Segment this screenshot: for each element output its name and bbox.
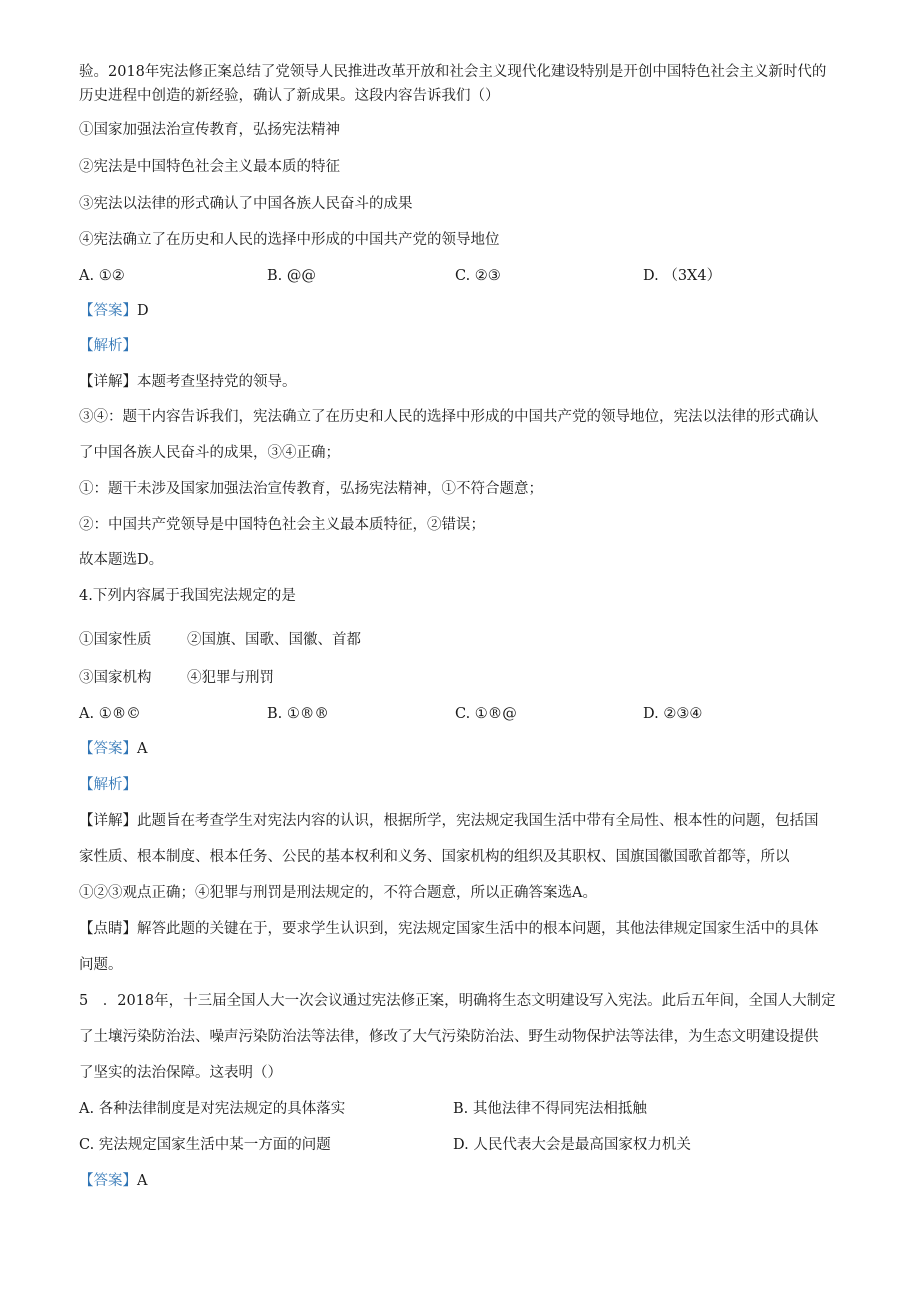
q3-analysis-tag [79, 336, 137, 356]
q3-stem-line-2: 历史进程中创造的新经验，确认了新成果。这段内容告诉我们（） [79, 88, 500, 104]
q4-analysis-tag [79, 775, 137, 795]
q4-option-c: C. ①®@ [455, 706, 517, 722]
q3-explanation-4: ②：中国共产党领导是中国特色社会主义最本质特征，②错误； [79, 517, 485, 533]
q3-item-1: ①国家加强法治宣传教育，弘扬宪法精神 [79, 122, 340, 138]
detail-text: 此题旨在考查学生对宪法内容的认识，根据所学，宪法规定我国生活中带有全局性、根本性的问题，包括国 [137, 813, 819, 829]
q4-detail-3: ①②③观点正确；④犯罪与刑罚是刑法规定的，不符合题意，所以正确答案选A。 [79, 885, 597, 901]
q4-item-4: ④犯罪与刑罚 [187, 670, 274, 686]
q4-option-b: B. ①®® [267, 706, 329, 722]
q4-item-2: ②国旗、国歌、国徽、首都 [187, 632, 361, 648]
q5-option-d: D. 人民代表大会是最高国家权力机关 [453, 1137, 691, 1153]
q5-stem-line-2: 了土壤污染防治法、噪声污染防治法等法律，修改了大气污染防治法、野生动物保护法等法律，为生态文明建设提供 [79, 1029, 819, 1045]
q5-answer [79, 1171, 147, 1191]
detail-tag: 【详解】 [79, 813, 137, 829]
q4-stem: 4.下列内容属于我国宪法规定的是 [79, 588, 296, 604]
q3-item-4: ④宪法确立了在历史和人民的选择中形成的中国共产党的领导地位 [79, 232, 500, 248]
q3-detail [79, 372, 297, 392]
q3-explanation-1: ③④：题干内容告诉我们，宪法确立了在历史和人民的选择中形成的中国共产党的领导地位，宪法以法律的形式确认 [79, 409, 819, 425]
q5-option-a: A. 各种法律制度是对宪法规定的具体落实 [79, 1101, 346, 1117]
q4-detail-1 [79, 811, 819, 831]
q3-option-c: C. ②③ [455, 268, 501, 284]
q3-explanation-5: 故本题选D。 [79, 552, 164, 568]
answer-value: D [137, 303, 149, 319]
q5-option-c: C. 宪法规定国家生活中某一方面的问题 [79, 1137, 331, 1153]
q3-answer [79, 301, 149, 321]
analysis-tag: 【解析】 [79, 338, 137, 354]
q3-item-3: ③宪法以法律的形式确认了中国各族人民奋斗的成果 [79, 196, 413, 212]
q5-stem-line-3: 了坚实的法治保障。这表明（） [79, 1065, 282, 1081]
q4-item-3: ③国家机构 [79, 670, 152, 686]
q3-option-d: D. （3X4） [643, 268, 722, 284]
answer-value: A [137, 741, 148, 757]
q3-item-2: ②宪法是中国特色社会主义最本质的特征 [79, 159, 340, 175]
answer-value: A [137, 1173, 148, 1189]
detail-tag: 【详解】 [79, 374, 137, 390]
detail-text: 本题考查坚持党的领导。 [137, 374, 297, 390]
q4-option-d: D. ②③④ [643, 706, 703, 722]
q3-option-a: A. ①② [79, 268, 125, 284]
answer-tag: 【答案】 [79, 303, 137, 319]
q3-stem-line-1: 验。2018年宪法修正案总结了党领导人民推进改革开放和社会主义现代化建设特别是开创中国特色社会主义新时代的 [79, 64, 827, 80]
analysis-tag: 【解析】 [79, 777, 137, 793]
q4-tip-1 [79, 919, 819, 939]
q4-answer [79, 739, 147, 759]
q4-detail-2: 家性质、根本制度、根本任务、公民的基本权利和义务、国家机构的组织及其职权、国旗国徽国歌首都等，所以 [79, 849, 790, 865]
q5-stem-line-1: 5 ．2018年，十三届全国人大一次会议通过宪法修正案，明确将生态文明建设写入宪法。此后五年间，全国人大制定 [79, 993, 836, 1009]
q3-explanation-2: 了中国各族人民奋斗的成果，③④正确； [79, 445, 340, 461]
q4-tip-2: 问题。 [79, 957, 123, 973]
tip-tag: 【点睛】 [79, 921, 137, 937]
answer-tag: 【答案】 [79, 1173, 137, 1189]
q3-explanation-3: ①：题干未涉及国家加强法治宣传教育，弘扬宪法精神，①不符合题意； [79, 481, 543, 497]
answer-tag: 【答案】 [79, 741, 137, 757]
q5-option-b: B. 其他法律不得同宪法相抵触 [453, 1101, 647, 1117]
q3-option-b: B. @@ [267, 268, 316, 284]
q4-item-1: ①国家性质 [79, 632, 152, 648]
tip-text: 解答此题的关键在于，要求学生认识到，宪法规定国家生活中的根本问题，其他法律规定国家生活中的具体 [137, 921, 819, 937]
q4-option-a: A. ①®© [79, 706, 141, 722]
